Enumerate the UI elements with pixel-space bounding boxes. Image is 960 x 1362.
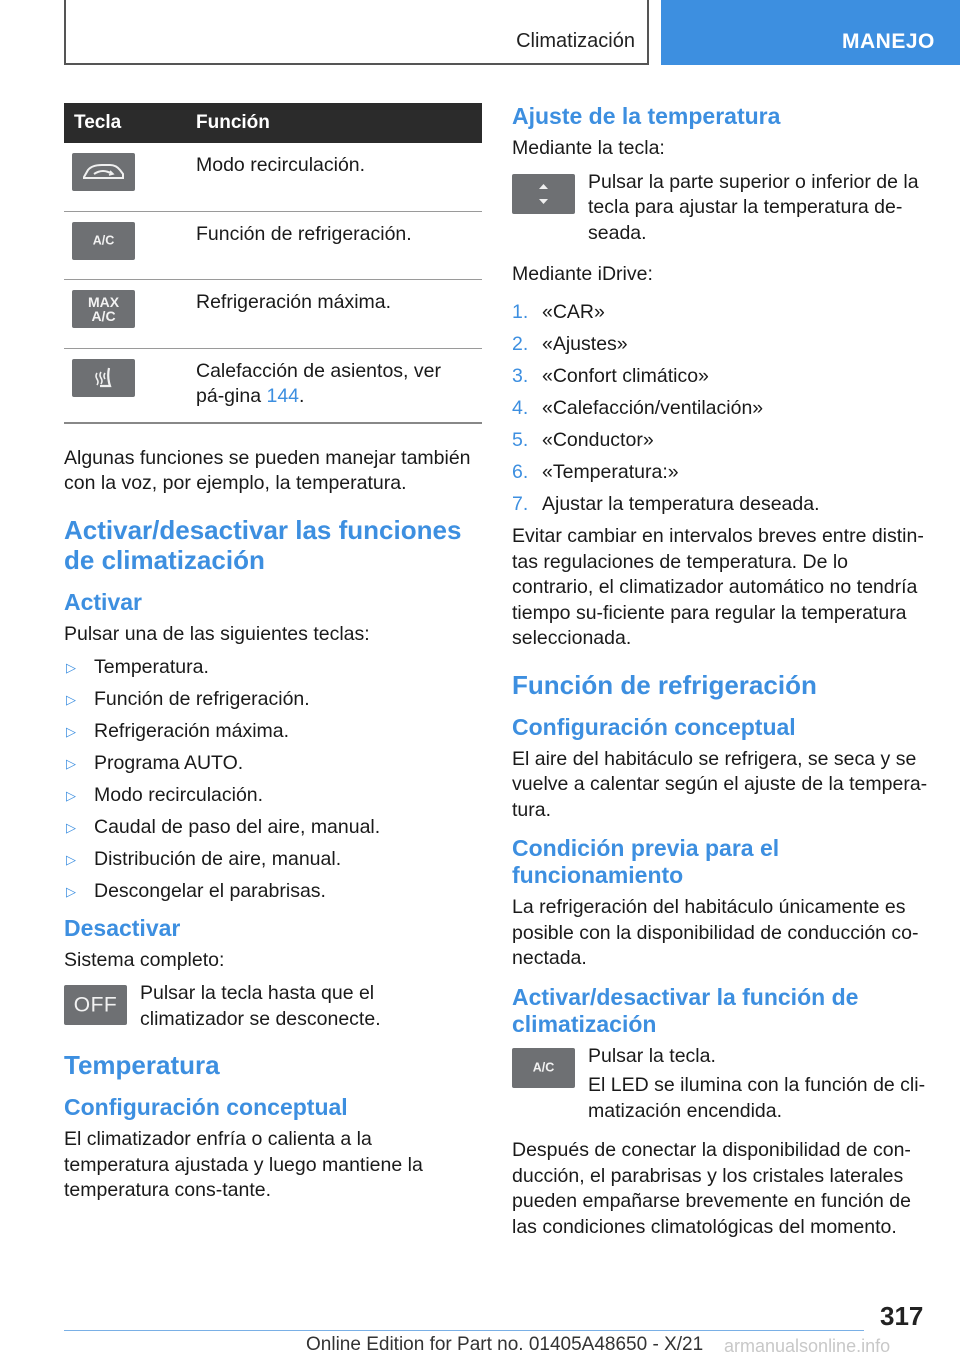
desactivar-paragraph: Sistema completo: [64, 948, 225, 971]
heading-condicion: Condición previa para el funcionamiento [512, 835, 780, 889]
chapter-tab-label: MANEJO [842, 30, 935, 53]
step-number: 5. [512, 428, 529, 451]
table-header-function: Función [196, 103, 482, 143]
step-text: «Calefacción/ventilación» [542, 396, 764, 419]
press-key-text: Pulsar la tecla. [588, 1044, 716, 1067]
ac-key-icon [512, 1048, 575, 1088]
list-item [64, 879, 482, 905]
right-column [512, 103, 932, 1252]
page-number: 317 [880, 1301, 924, 1331]
seat-heating-text: Calefacción de asientos, ver pá-gina [196, 359, 441, 407]
bullet-triangle-icon: ▷ [66, 884, 76, 899]
bullet-triangle-icon: ▷ [66, 692, 76, 707]
condicion-paragraph: La refrigeración del habitáculo únicamente es posible con la disponibilidad de conducción co-nectada. [512, 896, 919, 970]
after-paragraph: Después de conectar la disponibilidad de con-ducción, el parabrisas y los cristales laterales pueden empañarse brevemente en función de las condiciones climatológicas del momento. [512, 1139, 911, 1238]
max-label: MAX [87, 294, 120, 310]
table-cell-function: Modo recirculación. [196, 143, 482, 211]
led-text: El LED se ilumina con la función de cli-matización encendida. [588, 1074, 926, 1122]
list-item [512, 492, 932, 518]
ac-key-label: A/C [92, 233, 115, 247]
list-item-text: Refrigeración máxima. [94, 720, 290, 742]
list-item-text: Programa AUTO. [94, 752, 244, 774]
heading-temperatura: Temperatura [64, 1050, 220, 1080]
list-item-text: Distribución de aire, manual. [94, 848, 342, 870]
table-header-key: Tecla [64, 103, 196, 143]
bullet-triangle-icon: ▷ [66, 788, 76, 803]
heading-ajuste: Ajuste de la temperatura [512, 103, 781, 129]
table-row [64, 348, 482, 423]
list-item [64, 847, 482, 873]
step-number: 2. [512, 332, 529, 355]
ac-key-icon [72, 222, 135, 260]
table-cell-key [64, 280, 196, 349]
list-item-text: Temperatura. [94, 656, 209, 678]
max-ac-key-icon [72, 290, 135, 328]
heading-config-left: Configuración conceptual [64, 1094, 348, 1120]
config-paragraph-left: El climatizador enfría o calienta a la temperatura ajustada y luego mantiene la temperatura cons-tante. [64, 1128, 423, 1201]
edition-text: Online Edition for Part no. 01405A48650 - X/21 [306, 1334, 704, 1355]
footer-divider [64, 1330, 864, 1331]
step-number: 7. [512, 493, 529, 516]
list-item [512, 332, 932, 358]
step-number: 3. [512, 364, 529, 387]
temp-key-row [512, 170, 932, 247]
list-item-text: Modo recirculación. [94, 784, 264, 806]
ajuste-paragraph: Mediante la tecla: [512, 137, 665, 159]
off-key-row [64, 981, 482, 1032]
list-item [512, 428, 932, 454]
bullet-triangle-icon: ▷ [66, 820, 76, 835]
table-row [64, 143, 482, 211]
seat-heating-text-end: . [299, 385, 305, 407]
bullet-triangle-icon: ▷ [66, 660, 76, 675]
heading-funcion-refrigeracion: Función de refrigeración [512, 669, 817, 700]
table-row [64, 211, 482, 280]
ac-label: A/C [91, 308, 116, 324]
intro-paragraph: Algunas funciones se pueden manejar también con la voz, por ejemplo, la temperatura. [64, 446, 471, 494]
step-number: 1. [512, 300, 529, 323]
ac-key-row [512, 1044, 932, 1125]
bullet-triangle-icon: ▷ [66, 852, 76, 867]
heading-activar-funcion: Activar/desactivar la función de climatización [512, 983, 859, 1037]
off-key-icon [64, 985, 127, 1025]
seat-heating-icon [72, 359, 135, 397]
list-item [64, 815, 482, 841]
table-cell-key [64, 348, 196, 423]
list-item [512, 396, 932, 422]
config-paragraph-right: El aire del habitáculo se refrigera, se seca y se vuelve a calentar según el ajuste de la tempera-tura. [512, 747, 928, 821]
bullet-triangle-icon: ▷ [66, 724, 76, 739]
list-item-text: Caudal de paso del aire, manual. [94, 816, 381, 838]
list-item [64, 751, 482, 777]
section-title: Climatización [516, 30, 635, 52]
heading-config-right: Configuración conceptual [512, 713, 796, 740]
heading-desactivar: Desactivar [64, 914, 181, 941]
table-cell-function: Refrigeración máxima. [196, 280, 482, 349]
step-text: «Confort climático» [542, 364, 709, 387]
off-key-text: Pulsar la tecla hasta que el climatizador se desconecte. [140, 982, 381, 1030]
max-ac-key-label [72, 295, 135, 323]
list-item [64, 687, 482, 713]
table-cell-key [64, 143, 196, 211]
table-header-row [64, 103, 482, 143]
list-item-text: Descongelar el parabrisas. [94, 880, 326, 902]
chapter-tab[interactable] [661, 0, 960, 65]
bullet-triangle-icon: ▷ [66, 756, 76, 771]
table-cell-function [196, 348, 482, 423]
avoid-paragraph: Evitar cambiar en intervalos breves entre distin-tas regulaciones de temperatura. De lo contrario, el climatizador automático no tendría tiempo su-ficiente para regular la temperatura seleccionada. [512, 525, 924, 650]
table-cell-function: Función de refrigeración. [196, 211, 482, 280]
idrive-steps [512, 300, 932, 518]
step-text: «Ajustes» [542, 332, 628, 355]
step-text: «Conductor» [542, 428, 654, 451]
heading-activate-functions: Activar/desactivar las funciones de climatización [64, 514, 462, 575]
table-cell-key [64, 211, 196, 280]
list-item [512, 300, 932, 326]
step-number: 6. [512, 460, 529, 483]
page-link[interactable]: 144 [266, 385, 300, 407]
temp-key-text: Pulsar la parte superior o inferior de la tecla para ajustar la temperatura de-seada. [588, 170, 919, 244]
step-text: «Temperatura:» [542, 460, 679, 483]
activar-paragraph: Pulsar una de las siguientes teclas: [64, 622, 370, 645]
ac-key-label: A/C [532, 1060, 555, 1075]
list-item [64, 719, 482, 745]
step-number: 4. [512, 396, 529, 419]
list-item-text: Función de refrigeración. [94, 688, 310, 710]
watermark-logo: armanualsonline.info [724, 1336, 891, 1356]
step-text: Ajustar la temperatura deseada. [542, 493, 820, 516]
temperature-key-icon [512, 174, 575, 214]
key-function-table [64, 103, 482, 424]
car-recirculation-icon [72, 153, 135, 191]
off-key-label: OFF [73, 993, 118, 1017]
left-column [64, 103, 482, 1216]
heading-activar: Activar [64, 588, 142, 615]
list-item [64, 655, 482, 681]
list-item [64, 783, 482, 809]
list-item [512, 460, 932, 486]
activar-list [64, 655, 482, 905]
idrive-paragraph: Mediante iDrive: [512, 263, 653, 285]
table-row [64, 280, 482, 349]
header-section-box [64, 0, 649, 65]
list-item [512, 364, 932, 390]
step-text: «CAR» [542, 300, 605, 323]
